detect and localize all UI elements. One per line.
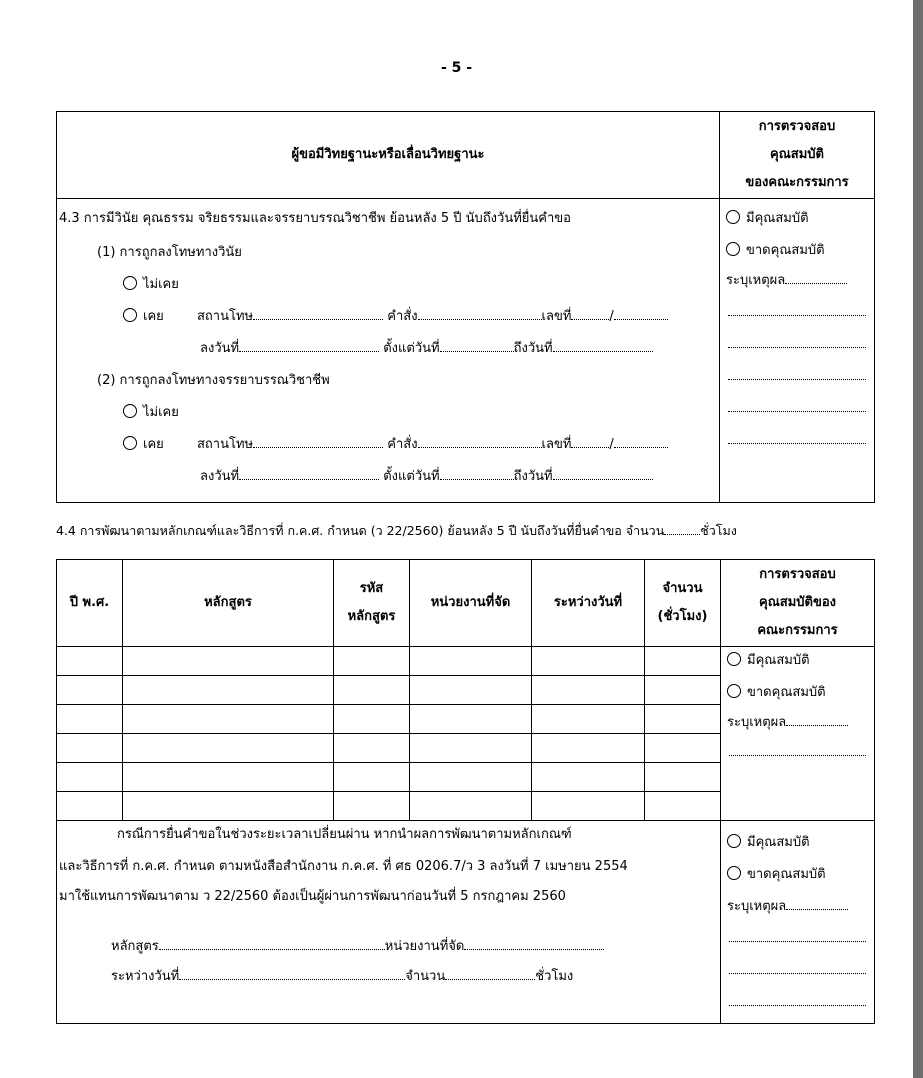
- transition-period-row: ระหว่างวันที่ จำนวน ชั่วโมง: [111, 969, 574, 984]
- reason-line[interactable]: [728, 379, 866, 380]
- applicant-header: ผู้ขอมีวิทยฐานะหรือเลื่อนวิทยฐานะ: [57, 112, 720, 199]
- discipline-cell: [57, 199, 720, 503]
- check-reason: ระบุเหตุผล: [726, 271, 847, 291]
- radio-icon[interactable]: [726, 242, 740, 256]
- signed-date-field[interactable]: [239, 468, 379, 480]
- reason-line[interactable]: [729, 1005, 866, 1006]
- organizer-field[interactable]: [464, 938, 604, 950]
- reason-line[interactable]: [729, 973, 866, 974]
- col-hours: จำนวน (ชั่วโมง): [645, 560, 721, 647]
- sub1-penalty-row: สถานโทษ คำสั่ง เลขที่ /: [197, 307, 668, 327]
- reason-field[interactable]: [785, 272, 847, 284]
- sub2-penalty-row: สถานโทษ คำสั่ง เลขที่ /: [197, 435, 668, 455]
- window-scrollbar-edge: [913, 0, 923, 1078]
- col-code: รหัส หลักสูตร: [334, 560, 410, 647]
- reason-line[interactable]: [729, 941, 866, 942]
- item-4-3-title: 4.3 การมีวินัย คุณธรรม จริยธรรมและจรรยาบรรณวิชาชีพ ย้อนหลัง 5 ปี นับถึงวันที่ยื่นคำขอ: [59, 211, 571, 226]
- to-date-field[interactable]: [553, 468, 653, 480]
- transition-line-2: และวิธีการที่ ก.ค.ศ. กำหนด ตามหนังสือสำนักงาน ก.ค.ศ. ที่ ศธ 0206.7/ว 3 ลงวันที่ 7 เมษายน 2554: [59, 859, 628, 874]
- check-reason: ระบุเหตุผล: [727, 713, 848, 733]
- signed-date-field[interactable]: [239, 340, 379, 352]
- table-row: [57, 647, 875, 676]
- penalty-field[interactable]: [253, 436, 383, 448]
- sub2-date-row: ลงวันที่ ตั้งแต่วันที่ ถึงวันที่: [200, 467, 653, 487]
- number-field[interactable]: [571, 436, 609, 448]
- order-field[interactable]: [418, 436, 542, 448]
- to-date-field[interactable]: [553, 340, 653, 352]
- radio-icon[interactable]: [123, 308, 137, 322]
- radio-icon[interactable]: [727, 866, 741, 880]
- reason-line[interactable]: [729, 755, 866, 756]
- col-year: ปี พ.ศ.: [57, 560, 123, 647]
- from-date-field[interactable]: [440, 468, 514, 480]
- number-year-field[interactable]: [614, 436, 668, 448]
- radio-icon[interactable]: [727, 652, 741, 666]
- check-qualified-option[interactable]: มีคุณสมบัติ: [726, 209, 809, 229]
- reason-line[interactable]: [728, 315, 866, 316]
- sub1-date-row: ลงวันที่ ตั้งแต่วันที่ ถึงวันที่: [200, 339, 653, 359]
- total-hours-field[interactable]: [664, 523, 700, 535]
- number-field[interactable]: [571, 308, 609, 320]
- sub1-ever-option[interactable]: เคย: [123, 307, 164, 327]
- check-unqualified-option[interactable]: ขาดคุณสมบัติ: [727, 865, 826, 885]
- amount-field[interactable]: [445, 968, 535, 980]
- row-check-cell: [721, 647, 875, 821]
- check-unqualified-option[interactable]: ขาดคุณสมบัติ: [726, 241, 825, 261]
- reason-field[interactable]: [786, 898, 848, 910]
- sub1-disciplinary: (1) การถูกลงโทษทางวินัย: [97, 245, 242, 260]
- sub2-never-option[interactable]: ไม่เคย: [123, 403, 179, 423]
- course-field[interactable]: [159, 938, 385, 950]
- check-qualified-option[interactable]: มีคุณสมบัติ: [727, 833, 810, 853]
- transition-check-cell: [721, 821, 875, 1024]
- col-organizer: หน่วยงานที่จัด: [410, 560, 532, 647]
- transition-line-1: กรณีการยื่นคำขอในช่วงระยะเวลาเปลี่ยนผ่าน หากนำผลการพัฒนาตามหลักเกณฑ์: [117, 827, 572, 842]
- col-check: การตรวจสอบ คุณสมบัติของ คณะกรรมการ: [721, 560, 875, 647]
- committee-check-cell: [720, 199, 875, 503]
- discipline-table: [56, 111, 875, 503]
- development-table: [56, 559, 875, 1024]
- penalty-field[interactable]: [253, 308, 383, 320]
- sub2-ethics: (2) การถูกลงโทษทางจรรยาบรรณวิชาชีพ: [97, 373, 330, 388]
- sub2-ever-option[interactable]: เคย: [123, 435, 164, 455]
- committee-check-header: การตรวจสอบ คุณสมบัติ ของคณะกรรมการ: [720, 112, 875, 199]
- number-year-field[interactable]: [614, 308, 668, 320]
- reason-line[interactable]: [728, 411, 866, 412]
- radio-icon[interactable]: [727, 834, 741, 848]
- col-period: ระหว่างวันที่: [532, 560, 645, 647]
- page-number: - 5 -: [440, 60, 473, 76]
- reason-field[interactable]: [786, 714, 848, 726]
- radio-icon[interactable]: [726, 210, 740, 224]
- reason-line[interactable]: [728, 443, 866, 444]
- radio-icon[interactable]: [727, 684, 741, 698]
- check-reason: ระบุเหตุผล: [727, 897, 848, 917]
- order-field[interactable]: [418, 308, 542, 320]
- transition-line-3: มาใช้แทนการพัฒนาตาม ว 22/2560 ต้องเป็นผู้ผ่านการพัฒนาก่อนวันที่ 5 กรกฎาคม 2560: [59, 889, 566, 904]
- transition-cell: [57, 821, 721, 1024]
- col-course: หลักสูตร: [123, 560, 334, 647]
- radio-icon[interactable]: [123, 404, 137, 418]
- reason-line[interactable]: [728, 347, 866, 348]
- period-field[interactable]: [179, 968, 405, 980]
- from-date-field[interactable]: [440, 340, 514, 352]
- transition-course-row: หลักสูตร หน่วยงานที่จัด: [111, 937, 604, 957]
- section-4-4-line: 4.4 การพัฒนาตามหลักเกณฑ์และวิธีการที่ ก.ค.ศ. กำหนด (ว 22/2560) ย้อนหลัง 5 ปี นับถึงวันที่ยื่นคำขอ จำนวน ชั่วโมง: [56, 523, 737, 538]
- check-unqualified-option[interactable]: ขาดคุณสมบัติ: [727, 683, 826, 703]
- radio-icon[interactable]: [123, 276, 137, 290]
- radio-icon[interactable]: [123, 436, 137, 450]
- check-qualified-option[interactable]: มีคุณสมบัติ: [727, 651, 810, 671]
- sub1-never-option[interactable]: ไม่เคย: [123, 275, 179, 295]
